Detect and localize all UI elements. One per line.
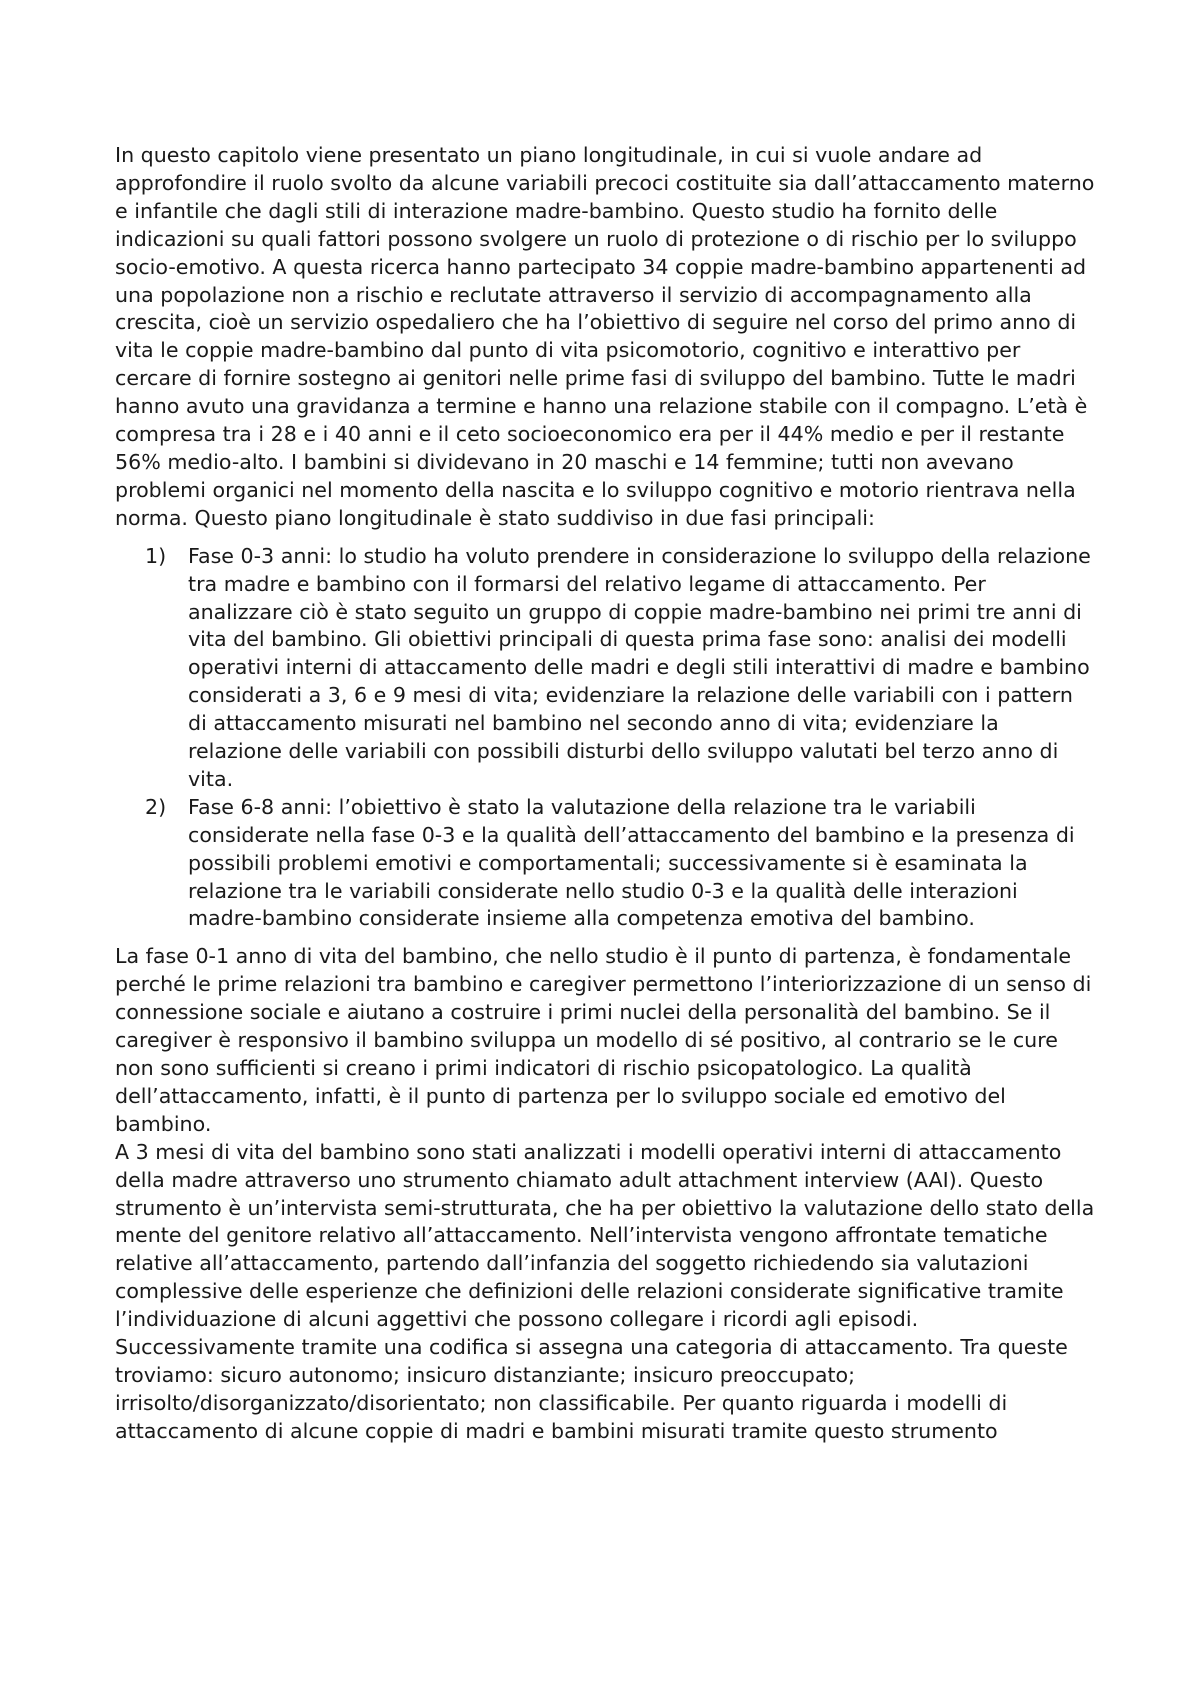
list-item-text: Fase 6-8 anni: l’obiettivo è stato la valutazione della relazione tra le variabili considerate nella fase 0-3 e la qualità dell’attaccamento del bambino e la presenza di possibili problemi emotivi e comportamentali; successivamente si è esaminata la relazione tra le variabili considerate nello studio 0-3 e la qualità delle interazioni madre-bambino considerate insieme alla competenza emotiva del bambino. — [188, 794, 1075, 931]
body-paragraph: La fase 0-1 anno di vita del bambino, che nello studio è il punto di partenza, è fondamentale perché le prime relazioni tra bambino e caregiver permettono l’interiorizzazione di un senso di connessione sociale e aiutano a costruire i primi nuclei della personalità del bambino. Se il caregiver è responsivo il bambino sviluppa un modello di sé positivo, al contrario se le cure non sono sufficienti si creano i primi indicatori di rischio psicopatologico. La qualità dell’attaccamento, infatti, è il punto di partenza per lo sviluppo sociale ed emotivo del bambino. — [115, 944, 1092, 1136]
document-body — [115, 142, 1095, 1446]
phases-list — [115, 543, 1095, 934]
list-item-text: Fase 0-3 anni: lo studio ha voluto prendere in considerazione lo sviluppo della relazione tra madre e bambino con il formarsi del relativo legame di attaccamento. Per analizzare ciò è stato seguito un gruppo di coppie madre-bambino nei primi tre anni di vita del bambino. Gli obiettivi principali di questa prima fase sono: analisi dei modelli operativi interni di attaccamento delle madri e degli stili interattivi di madre e bambino considerati a 3, 6 e 9 mesi di vita; evidenziare la relazione delle variabili con i pattern di attaccamento misurati nel bambino nel secondo anno di vita; evidenziare la relazione delle variabili con possibili disturbi dello sviluppo valutati bel terzo anno di vita. — [188, 543, 1091, 791]
list-marker: 1) — [145, 543, 167, 568]
list-marker: 2) — [145, 794, 167, 819]
body-paragraph: A 3 mesi di vita del bambino sono stati analizzati i modelli operativi interni di attaccamento della madre attraverso uno strumento chiamato adult attachment interview (AAI). Questo strumento è un’intervista semi-strutturata, che ha per obiettivo la valutazione dello stato della mente del genitore relativo all’attaccamento. Nell’intervista vengono affrontate tematiche relative all’attaccamento, partendo dall’infanzia del soggetto richiedendo sia valutazioni complessive delle esperienze che definizioni delle relazioni considerate significative tramite l’individuazione di alcuni aggettivi che possono collegare i ricordi agli episodi. Successivamente tramite una codifica si assegna una categoria di attaccamento. Tra queste troviamo: sicuro autonomo; insicuro distanziante; insicuro preoccupato; irrisolto/disorganizzato/disorientato; non classificabile. Per quanto riguarda i modelli di attaccamento di alcune coppie di madri e bambini misurati tramite questo strumento — [115, 1139, 1095, 1443]
list-item — [145, 543, 1095, 794]
list-item — [145, 794, 1095, 934]
intro-paragraph: In questo capitolo viene presentato un piano longitudinale, in cui si vuole andare ad approfondire il ruolo svolto da alcune variabili precoci costituite sia dall’attaccamento materno e infantile che dagli stili di interazione madre-bambino. Questo studio ha fornito delle indicazioni su quali fattori possono svolgere un ruolo di protezione o di rischio per lo sviluppo socio-emotivo. A questa ricerca hanno partecipato 34 coppie madre-bambino appartenenti ad una popolazione non a rischio e reclutate attraverso il servizio di accompagnamento alla crescita, cioè un servizio ospedaliero che ha l’obiettivo di seguire nel corso del primo anno di vita le coppie madre-bambino dal punto di vita psicomotorio, cognitivo e interattivo per cercare di fornire sostegno ai genitori nelle prime fasi di sviluppo del bambino. Tutte le madri hanno avuto una gravidanza a termine e hanno una relazione stabile con il compagno. L’età è compresa tra i 28 e i 40 anni e il ceto socioeconomico era per il 44% medio e per il restante 56% medio-alto. I bambini si dividevano in 20 maschi e 14 femmine; tutti non avevano problemi organici nel momento della nascita e lo sviluppo cognitivo e motorio rientrava nella norma. Questo piano longitudinale è stato suddiviso in due fasi principali: — [115, 143, 1095, 530]
